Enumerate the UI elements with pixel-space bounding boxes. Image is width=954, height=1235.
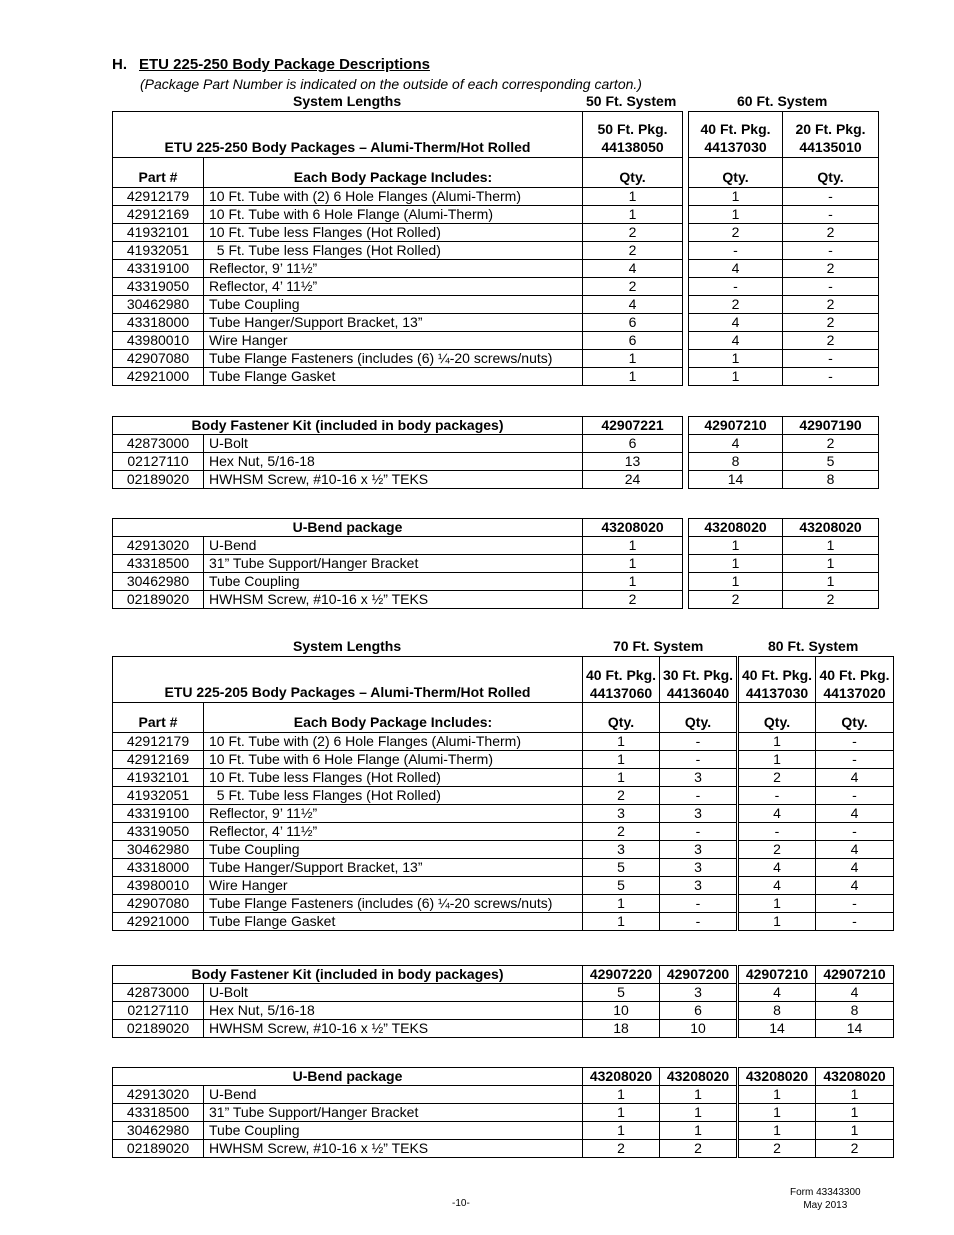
part-number: 41932101 <box>113 769 204 787</box>
quantity-cell: - <box>816 823 894 841</box>
quantity-cell: 4 <box>739 877 816 895</box>
part-number: 43318500 <box>113 555 204 573</box>
part-description: 10 Ft. Tube less Flanges (Hot Rolled) <box>204 224 583 242</box>
quantity-cell: 2 <box>783 314 879 332</box>
part-number: 42873000 <box>113 984 204 1002</box>
quantity-cell: 1 <box>739 733 816 751</box>
quantity-cell: - <box>660 751 737 769</box>
part-description: U-Bolt <box>204 435 583 453</box>
quantity-cell: 1 <box>660 1122 737 1140</box>
part-number: 42907080 <box>113 895 204 913</box>
ubend-title: U-Bend package <box>113 1068 583 1086</box>
part-description: Reflector, 4’ 11½” <box>204 823 583 841</box>
quantity-cell: 3 <box>583 841 660 859</box>
part-number: 43319100 <box>113 805 204 823</box>
part-description: Reflector, 9’ 11½” <box>204 805 583 823</box>
part-description: Tube Flange Fasteners (includes (6) ¼-20 screws/nuts) <box>204 895 583 913</box>
quantity-cell: 1 <box>583 733 660 751</box>
part-number-header: Part # <box>113 703 204 733</box>
quantity-cell: 2 <box>739 841 816 859</box>
table-row <box>113 368 879 386</box>
quantity-cell: 3 <box>660 984 737 1002</box>
package-note: (Package Part Number is indicated on the outside of each corresponding carton.) <box>140 76 642 92</box>
quantity-cell: 1 <box>583 895 660 913</box>
quantity-cell: 1 <box>583 188 683 206</box>
quantity-cell: 5 <box>583 877 660 895</box>
table-row <box>113 435 879 453</box>
part-description: Tube Coupling <box>204 573 583 591</box>
quantity-cell: 13 <box>583 453 683 471</box>
part-number: 43319050 <box>113 823 204 841</box>
quantity-cell: 1 <box>583 1104 660 1122</box>
section-title: ETU 225-250 Body Package Descriptions <box>139 56 430 73</box>
part-number: 41932051 <box>113 242 204 260</box>
part-description: 31” Tube Support/Hanger Bracket <box>204 555 583 573</box>
part-description: HWHSM Screw, #10-16 x ½” TEKS <box>204 1140 583 1158</box>
table-row <box>113 841 894 859</box>
part-number: 02127110 <box>113 1002 204 1020</box>
part-description: Tube Coupling <box>204 296 583 314</box>
quantity-cell: 1 <box>583 751 660 769</box>
qty-header: Qty. <box>660 703 737 733</box>
qty-header: Qty. <box>689 158 783 188</box>
quantity-cell: - <box>739 787 816 805</box>
qty-header: Qty. <box>583 703 660 733</box>
quantity-cell: 2 <box>689 224 783 242</box>
quantity-cell: 1 <box>583 206 683 224</box>
body-package-title: ETU 225-250 Body Packages – Alumi-Therm/Hot Rolled <box>113 112 583 158</box>
part-description: Tube Flange Fasteners (includes (6) ¼-20 screws/nuts) <box>204 350 583 368</box>
table-row <box>113 805 894 823</box>
quantity-cell: 1 <box>739 1086 816 1104</box>
part-number: 42912179 <box>113 733 204 751</box>
quantity-cell: 1 <box>816 1122 894 1140</box>
quantity-cell: 1 <box>583 368 683 386</box>
part-description: Tube Flange Gasket <box>204 913 583 931</box>
kit-number: 42907200 <box>660 966 737 984</box>
part-number: 42912169 <box>113 751 204 769</box>
quantity-cell: 1 <box>689 368 783 386</box>
system-60ft-label: 60 Ft. System <box>737 93 828 109</box>
quantity-cell: 1 <box>739 895 816 913</box>
part-number: 02189020 <box>113 1140 204 1158</box>
form-date: May 2013 <box>803 1200 848 1211</box>
part-number: 42907080 <box>113 350 204 368</box>
quantity-cell: 4 <box>816 859 894 877</box>
table-row <box>113 1122 894 1140</box>
quantity-cell: 1 <box>689 206 783 224</box>
kit-number: 42907210 <box>816 966 894 984</box>
part-number: 42921000 <box>113 913 204 931</box>
quantity-cell: 2 <box>689 591 783 609</box>
quantity-cell: 18 <box>583 1020 660 1038</box>
kit-number: 42907210 <box>739 966 816 984</box>
part-description: U-Bend <box>204 1086 583 1104</box>
table-row <box>113 471 879 489</box>
quantity-cell: 1 <box>739 751 816 769</box>
part-description: HWHSM Screw, #10-16 x ½” TEKS <box>204 471 583 489</box>
quantity-cell: 2 <box>783 224 879 242</box>
table-row <box>113 296 879 314</box>
quantity-cell: 2 <box>739 1140 816 1158</box>
kit-number: 43208020 <box>583 519 683 537</box>
part-number: 41932101 <box>113 224 204 242</box>
quantity-cell: - <box>816 733 894 751</box>
quantity-cell: 3 <box>660 877 737 895</box>
quantity-cell: 1 <box>816 1104 894 1122</box>
table-row <box>113 555 879 573</box>
part-description: HWHSM Screw, #10-16 x ½” TEKS <box>204 591 583 609</box>
quantity-cell: 1 <box>583 537 683 555</box>
quantity-cell: 3 <box>583 805 660 823</box>
form-number: Form 43343300 <box>790 1187 861 1198</box>
quantity-cell: - <box>783 206 879 224</box>
quantity-cell: 4 <box>689 332 783 350</box>
quantity-cell: 6 <box>660 1002 737 1020</box>
quantity-cell: 2 <box>783 296 879 314</box>
pkg-header: 40 Ft. Pkg. 44137030 <box>689 112 783 158</box>
kit-number: 43208020 <box>660 1068 737 1086</box>
kit-number: 42907210 <box>689 417 783 435</box>
table-row <box>113 733 894 751</box>
quantity-cell: 4 <box>739 984 816 1002</box>
body-package-title: ETU 225-205 Body Packages – Alumi-Therm/Hot Rolled <box>113 657 583 703</box>
part-description: 10 Ft. Tube with 6 Hole Flange (Alumi-Therm) <box>204 206 583 224</box>
part-description: Reflector, 9’ 11½” <box>204 260 583 278</box>
part-description: 10 Ft. Tube with 6 Hole Flange (Alumi-Therm) <box>204 751 583 769</box>
table-row <box>113 188 879 206</box>
quantity-cell: 2 <box>689 296 783 314</box>
quantity-cell: 2 <box>583 1140 660 1158</box>
part-description: Tube Hanger/Support Bracket, 13” <box>204 859 583 877</box>
quantity-cell: 1 <box>689 537 783 555</box>
quantity-cell: - <box>739 823 816 841</box>
form-info <box>790 1186 861 1212</box>
table-row <box>113 751 894 769</box>
part-number: 30462980 <box>113 296 204 314</box>
table-row <box>113 350 879 368</box>
table-row <box>113 1086 894 1104</box>
quantity-cell: 4 <box>689 435 783 453</box>
kit-number: 42907221 <box>583 417 683 435</box>
part-description: Wire Hanger <box>204 332 583 350</box>
part-number-header: Part # <box>113 158 204 188</box>
quantity-cell: 1 <box>583 1122 660 1140</box>
kit-number: 42907220 <box>583 966 660 984</box>
table-row <box>113 206 879 224</box>
part-description: Tube Coupling <box>204 841 583 859</box>
part-description: 10 Ft. Tube less Flanges (Hot Rolled) <box>204 769 583 787</box>
part-number: 42913020 <box>113 1086 204 1104</box>
quantity-cell: 3 <box>660 841 737 859</box>
quantity-cell: 2 <box>816 1140 894 1158</box>
quantity-cell: 1 <box>660 1104 737 1122</box>
part-number: 02127110 <box>113 453 204 471</box>
kit-number: 43208020 <box>783 519 879 537</box>
quantity-cell: 6 <box>583 314 683 332</box>
section-heading <box>112 56 430 73</box>
part-number: 43318000 <box>113 859 204 877</box>
quantity-cell: 2 <box>783 591 879 609</box>
part-number: 42913020 <box>113 537 204 555</box>
table-row <box>113 224 879 242</box>
part-number: 02189020 <box>113 591 204 609</box>
table-row <box>113 278 879 296</box>
system-80ft-label: 80 Ft. System <box>768 638 859 654</box>
table-row <box>113 823 894 841</box>
table-row <box>113 1002 894 1020</box>
part-description: Reflector, 4’ 11½” <box>204 278 583 296</box>
quantity-cell: 1 <box>739 913 816 931</box>
quantity-cell: 5 <box>783 453 879 471</box>
quantity-cell: 2 <box>583 224 683 242</box>
kit-number: 42907190 <box>783 417 879 435</box>
table-row <box>113 242 879 260</box>
kit-number: 43208020 <box>689 519 783 537</box>
quantity-cell: - <box>816 895 894 913</box>
system-lengths-label: System Lengths <box>293 638 402 654</box>
qty-header: Qty. <box>816 703 894 733</box>
fastener-kit-title: Body Fastener Kit (included in body packages) <box>113 417 583 435</box>
quantity-cell: 1 <box>689 555 783 573</box>
quantity-cell: 8 <box>739 1002 816 1020</box>
quantity-cell: 1 <box>689 573 783 591</box>
quantity-cell: - <box>660 823 737 841</box>
part-number: 43319100 <box>113 260 204 278</box>
part-number: 02189020 <box>113 1020 204 1038</box>
part-description: U-Bolt <box>204 984 583 1002</box>
quantity-cell: - <box>660 895 737 913</box>
table-row <box>113 332 879 350</box>
quantity-cell: - <box>660 733 737 751</box>
part-description: Hex Nut, 5/16-18 <box>204 1002 583 1020</box>
quantity-cell: - <box>816 787 894 805</box>
table-row <box>113 260 879 278</box>
quantity-cell: - <box>783 278 879 296</box>
quantity-cell: 2 <box>583 787 660 805</box>
table-row <box>113 314 879 332</box>
kit-number: 43208020 <box>583 1068 660 1086</box>
part-number: 30462980 <box>113 841 204 859</box>
quantity-cell: 2 <box>783 332 879 350</box>
quantity-cell: 14 <box>739 1020 816 1038</box>
includes-header: Each Body Package Includes: <box>204 703 583 733</box>
part-number: 41932051 <box>113 787 204 805</box>
quantity-cell: - <box>783 368 879 386</box>
part-description: 10 Ft. Tube with (2) 6 Hole Flanges (Alumi-Therm) <box>204 188 583 206</box>
quantity-cell: 8 <box>689 453 783 471</box>
part-description: Tube Flange Gasket <box>204 368 583 386</box>
quantity-cell: 1 <box>739 1122 816 1140</box>
pkg-header: 40 Ft. Pkg. 44137060 <box>583 657 660 703</box>
ubend-title: U-Bend package <box>113 519 583 537</box>
quantity-cell: 4 <box>816 877 894 895</box>
part-description: Hex Nut, 5/16-18 <box>204 453 583 471</box>
table-row <box>113 591 879 609</box>
table-row <box>113 913 894 931</box>
quantity-cell: 1 <box>783 555 879 573</box>
part-description: Tube Coupling <box>204 1122 583 1140</box>
pkg-header: 30 Ft. Pkg. 44136040 <box>660 657 737 703</box>
part-number: 43980010 <box>113 877 204 895</box>
table-row <box>113 1140 894 1158</box>
fastener-kit-table-2 <box>112 965 894 1038</box>
quantity-cell: 1 <box>739 1104 816 1122</box>
quantity-cell: 5 <box>583 984 660 1002</box>
table-row <box>113 895 894 913</box>
part-description: 5 Ft. Tube less Flanges (Hot Rolled) <box>204 787 583 805</box>
quantity-cell: 1 <box>583 913 660 931</box>
quantity-cell: 2 <box>583 823 660 841</box>
table-row <box>113 1104 894 1122</box>
pkg-header: 50 Ft. Pkg. 44138050 <box>583 112 683 158</box>
quantity-cell: 2 <box>739 769 816 787</box>
quantity-cell: 4 <box>739 859 816 877</box>
page-number: -10- <box>452 1198 470 1209</box>
table-row <box>113 787 894 805</box>
quantity-cell: 4 <box>583 260 683 278</box>
quantity-cell: 14 <box>816 1020 894 1038</box>
part-number: 42873000 <box>113 435 204 453</box>
table-row <box>113 859 894 877</box>
quantity-cell: 14 <box>689 471 783 489</box>
quantity-cell: - <box>783 188 879 206</box>
fastener-kit-title: Body Fastener Kit (included in body packages) <box>113 966 583 984</box>
quantity-cell: 8 <box>816 1002 894 1020</box>
quantity-cell: - <box>783 350 879 368</box>
part-description: 5 Ft. Tube less Flanges (Hot Rolled) <box>204 242 583 260</box>
fastener-kit-table-1 <box>112 416 879 489</box>
part-description: 31” Tube Support/Hanger Bracket <box>204 1104 583 1122</box>
table-row <box>113 769 894 787</box>
part-number: 42912179 <box>113 188 204 206</box>
quantity-cell: 1 <box>583 1086 660 1104</box>
quantity-cell: 1 <box>583 769 660 787</box>
quantity-cell: 4 <box>816 805 894 823</box>
table-row <box>113 1020 894 1038</box>
part-number: 42912169 <box>113 206 204 224</box>
quantity-cell: 24 <box>583 471 683 489</box>
qty-header: Qty. <box>739 703 816 733</box>
qty-header: Qty. <box>783 158 879 188</box>
quantity-cell: 1 <box>816 1086 894 1104</box>
system-lengths-label: System Lengths <box>293 93 402 109</box>
quantity-cell: 3 <box>660 805 737 823</box>
body-package-table-2 <box>112 656 894 931</box>
ubend-table-2 <box>112 1067 894 1158</box>
part-description: Tube Hanger/Support Bracket, 13” <box>204 314 583 332</box>
ubend-table-1 <box>112 518 879 609</box>
quantity-cell: 4 <box>816 984 894 1002</box>
quantity-cell: 1 <box>583 350 683 368</box>
part-number: 43318000 <box>113 314 204 332</box>
system-70ft-label: 70 Ft. System <box>613 638 704 654</box>
part-number: 43980010 <box>113 332 204 350</box>
quantity-cell: 4 <box>689 314 783 332</box>
table-row <box>113 537 879 555</box>
quantity-cell: 2 <box>583 591 683 609</box>
part-number: 43318500 <box>113 1104 204 1122</box>
part-number: 30462980 <box>113 1122 204 1140</box>
part-number: 43319050 <box>113 278 204 296</box>
table-row <box>113 453 879 471</box>
body-package-table-1 <box>112 111 879 386</box>
part-number: 30462980 <box>113 573 204 591</box>
quantity-cell: 1 <box>689 188 783 206</box>
quantity-cell: - <box>783 242 879 260</box>
quantity-cell: 1 <box>583 573 683 591</box>
quantity-cell: 1 <box>689 350 783 368</box>
quantity-cell: 5 <box>583 859 660 877</box>
quantity-cell: 4 <box>816 841 894 859</box>
includes-header: Each Body Package Includes: <box>204 158 583 188</box>
quantity-cell: - <box>816 751 894 769</box>
quantity-cell: 3 <box>660 769 737 787</box>
table-row <box>113 984 894 1002</box>
quantity-cell: 2 <box>660 1140 737 1158</box>
quantity-cell: 10 <box>583 1002 660 1020</box>
quantity-cell: - <box>689 278 783 296</box>
quantity-cell: 1 <box>583 555 683 573</box>
quantity-cell: 6 <box>583 435 683 453</box>
part-number: 02189020 <box>113 471 204 489</box>
quantity-cell: 2 <box>583 278 683 296</box>
table-row <box>113 573 879 591</box>
quantity-cell: 4 <box>583 296 683 314</box>
part-description: U-Bend <box>204 537 583 555</box>
pkg-header: 40 Ft. Pkg. 44137030 <box>739 657 816 703</box>
quantity-cell: - <box>660 913 737 931</box>
kit-number: 43208020 <box>739 1068 816 1086</box>
quantity-cell: 4 <box>739 805 816 823</box>
quantity-cell: 2 <box>583 242 683 260</box>
part-description: Wire Hanger <box>204 877 583 895</box>
quantity-cell: 3 <box>660 859 737 877</box>
kit-number: 43208020 <box>816 1068 894 1086</box>
quantity-cell: 1 <box>783 573 879 591</box>
quantity-cell: - <box>689 242 783 260</box>
quantity-cell: 8 <box>783 471 879 489</box>
pkg-header: 40 Ft. Pkg. 44137020 <box>816 657 894 703</box>
quantity-cell: 2 <box>783 435 879 453</box>
quantity-cell: 4 <box>689 260 783 278</box>
quantity-cell: 6 <box>583 332 683 350</box>
quantity-cell: - <box>660 787 737 805</box>
quantity-cell: - <box>816 913 894 931</box>
quantity-cell: 1 <box>783 537 879 555</box>
part-number: 42921000 <box>113 368 204 386</box>
qty-header: Qty. <box>583 158 683 188</box>
part-description: 10 Ft. Tube with (2) 6 Hole Flanges (Alumi-Therm) <box>204 733 583 751</box>
quantity-cell: 2 <box>783 260 879 278</box>
section-letter: H. <box>112 56 127 73</box>
pkg-header: 20 Ft. Pkg. 44135010 <box>783 112 879 158</box>
quantity-cell: 1 <box>660 1086 737 1104</box>
table-row <box>113 877 894 895</box>
part-description: HWHSM Screw, #10-16 x ½” TEKS <box>204 1020 583 1038</box>
system-50ft-label: 50 Ft. System <box>586 93 677 109</box>
quantity-cell: 10 <box>660 1020 737 1038</box>
quantity-cell: 4 <box>816 769 894 787</box>
